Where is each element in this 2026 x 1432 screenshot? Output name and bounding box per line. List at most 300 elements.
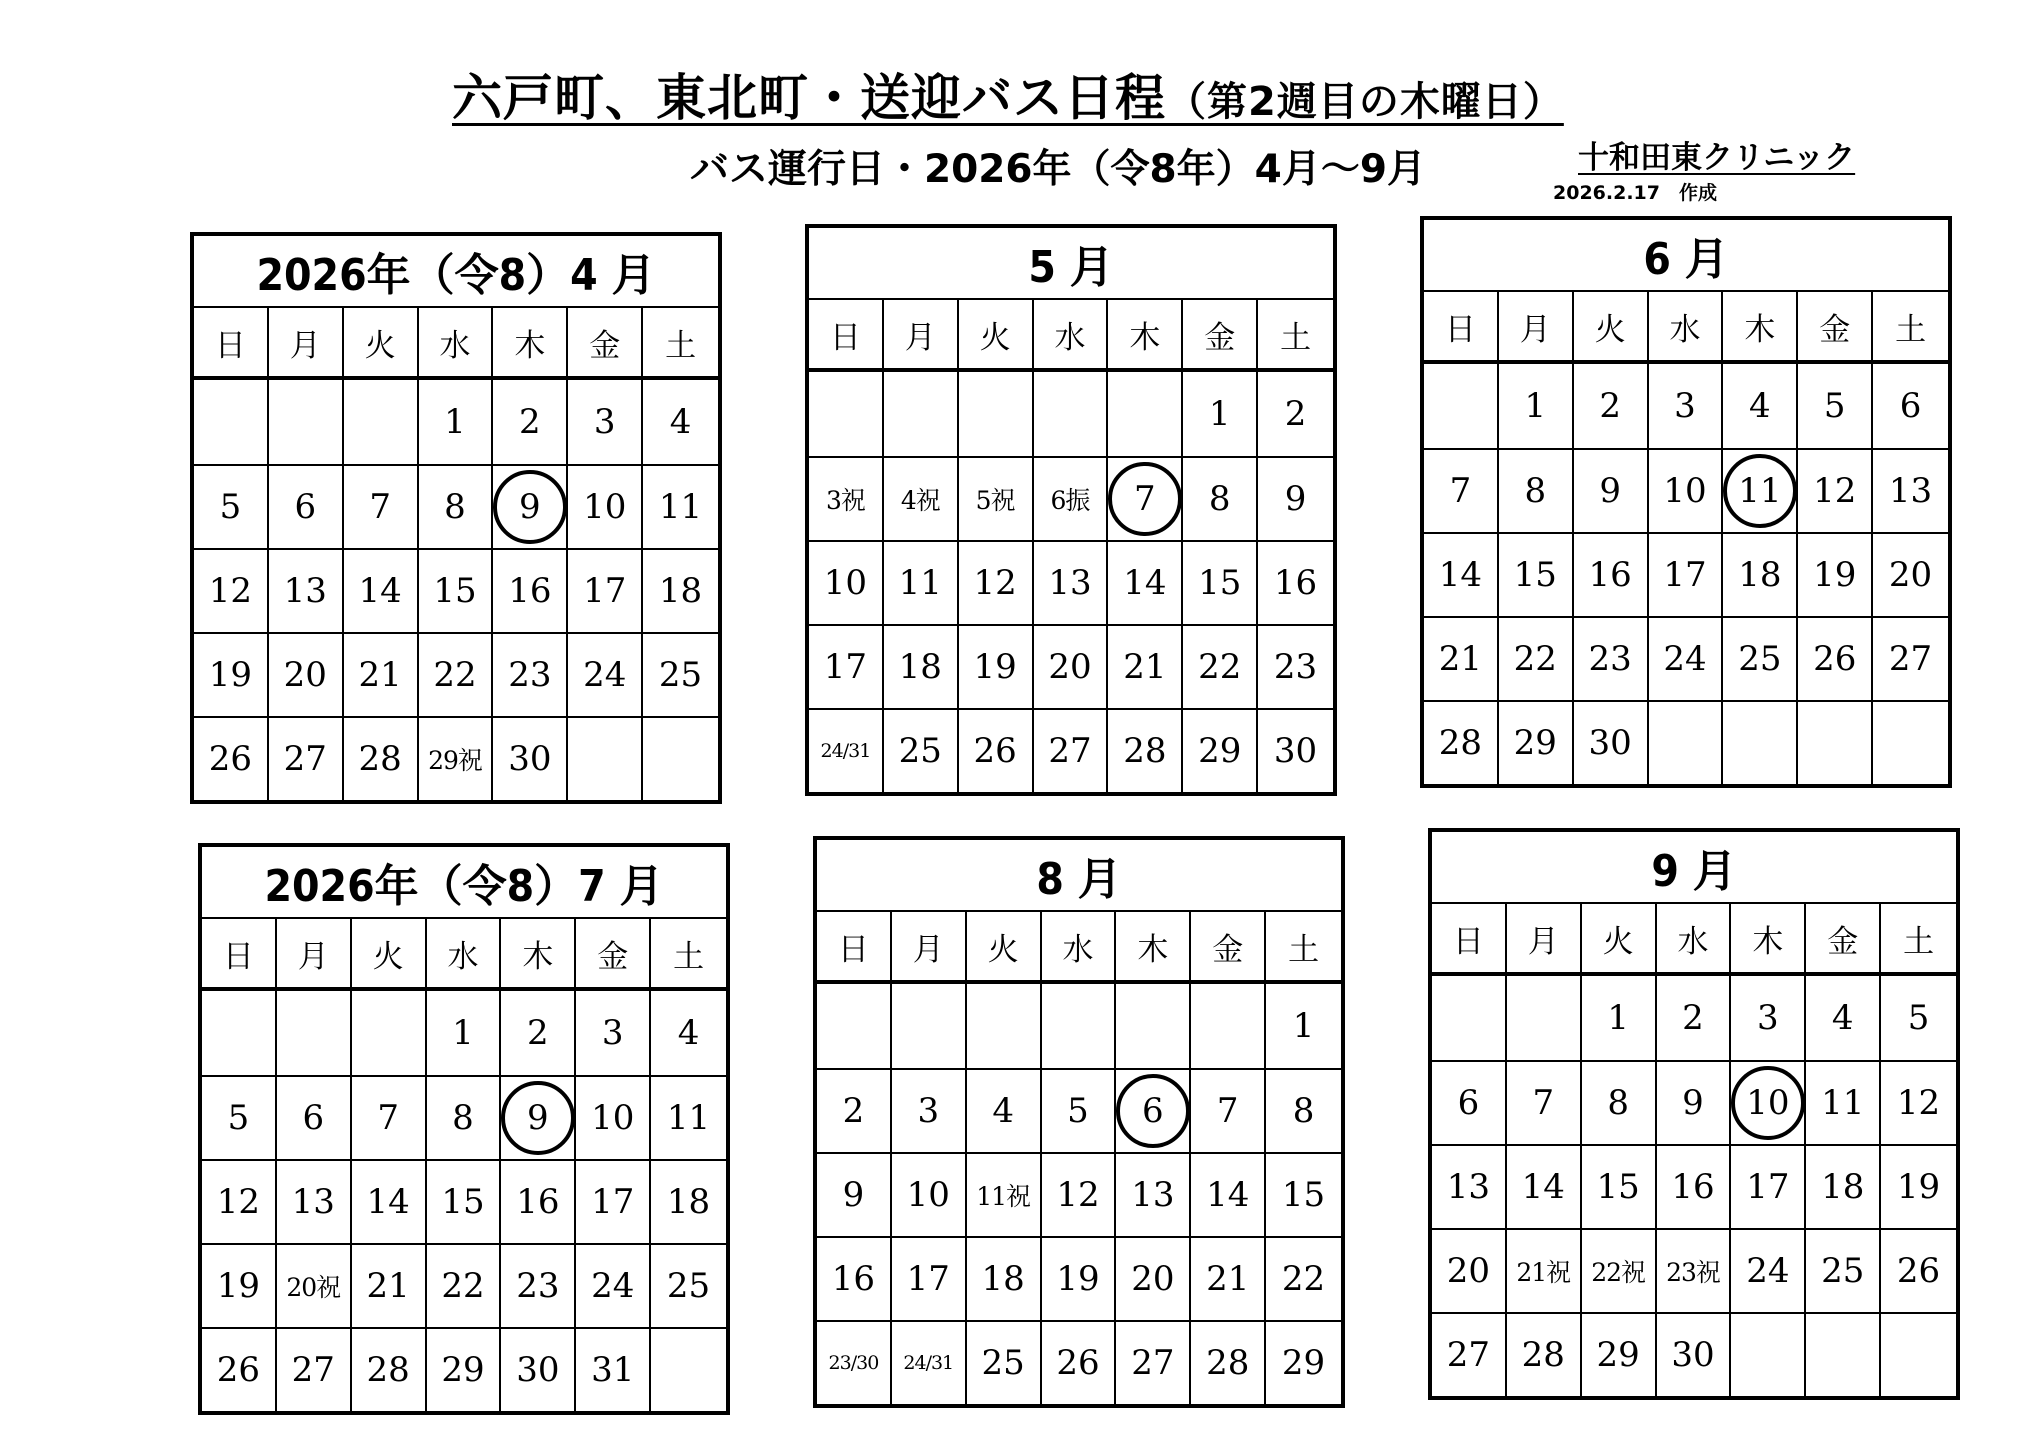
weekday-header: 木 [1108, 300, 1183, 372]
day-cell [1432, 1228, 1507, 1312]
day-cell [1723, 364, 1798, 448]
day-number: 1 [452, 1013, 474, 1053]
day-number: 27 [291, 1350, 335, 1390]
day-cell [1873, 616, 1948, 700]
day-cell [1731, 1060, 1806, 1144]
day-number: 26 [216, 1350, 261, 1390]
day-number: 29 [1513, 723, 1557, 763]
day-number: 9 [1682, 1083, 1704, 1123]
day-number: 10 [823, 563, 868, 603]
day-cell [1574, 448, 1649, 532]
day-number: 7 [369, 487, 391, 527]
day-cell [277, 1243, 352, 1327]
day-number: 24/31 [820, 740, 871, 762]
empty-day-cell [277, 991, 352, 1075]
weekday-header: 水 [1042, 912, 1117, 984]
empty-day-cell [344, 380, 419, 464]
weekday-header: 火 [959, 300, 1034, 372]
weekday-header: 月 [277, 919, 352, 991]
weekday-header: 日 [1424, 292, 1499, 364]
day-cell [269, 632, 344, 716]
day-cell [1806, 1228, 1881, 1312]
day-cell [1183, 456, 1258, 540]
day-cell [1499, 448, 1574, 532]
day-cell [501, 1243, 576, 1327]
day-cell [352, 1075, 427, 1159]
day-number: 10 [1746, 1083, 1790, 1123]
day-cell [1258, 372, 1333, 456]
day-number: 14 [1521, 1167, 1565, 1207]
day-number: 14 [1123, 563, 1167, 603]
day-cell [1507, 1312, 1582, 1396]
day-number: 16 [831, 1259, 876, 1299]
day-cell [1873, 532, 1948, 616]
day-cell [352, 1243, 427, 1327]
bus-day-circle [1723, 454, 1797, 528]
day-number: 30 [1588, 723, 1632, 763]
page-title [452, 58, 1564, 130]
month-calendar [813, 836, 1345, 1408]
day-number: 8 [1607, 1083, 1629, 1123]
day-number: 26 [1813, 639, 1857, 679]
day-cell [1034, 456, 1109, 540]
day-number: 22 [433, 655, 477, 695]
bus-day-circle [1731, 1066, 1805, 1140]
day-cell [1881, 1144, 1956, 1228]
day-number: 17 [591, 1182, 635, 1222]
day-number: 1 [444, 402, 466, 442]
day-cell [269, 464, 344, 548]
day-cell [493, 464, 568, 548]
empty-day-cell [1034, 372, 1109, 456]
day-cell [959, 540, 1034, 624]
weekday-header: 金 [1798, 292, 1873, 364]
day-cell [809, 456, 884, 540]
day-number: 25 [1738, 639, 1782, 679]
day-number: 19 [1896, 1167, 1941, 1207]
day-number: 13 [291, 1182, 335, 1222]
day-number: 12 [208, 571, 253, 611]
day-cell [194, 464, 269, 548]
day-number: 20祝 [286, 1273, 341, 1302]
day-number: 12 [1056, 1175, 1100, 1215]
day-cell [1806, 1060, 1881, 1144]
page-subtitle: バス運行日・2026年（令8年）4月～9月 [690, 147, 1426, 192]
day-number: 3 [917, 1091, 940, 1131]
day-cell [1191, 1320, 1266, 1404]
day-number: 4 [1831, 998, 1854, 1038]
day-cell [1108, 624, 1183, 708]
day-cell [809, 624, 884, 708]
day-cell [959, 624, 1034, 708]
day-cell [1657, 1228, 1732, 1312]
empty-day-cell [967, 984, 1042, 1068]
day-cell [1266, 1152, 1341, 1236]
day-cell [1806, 976, 1881, 1060]
day-number: 2 [842, 1091, 865, 1131]
day-cell [576, 1159, 651, 1243]
day-number: 3 [1757, 998, 1779, 1038]
day-number: 3 [1674, 386, 1696, 426]
day-cell [1266, 1068, 1341, 1152]
weekday-header: 水 [427, 919, 502, 991]
day-cell [419, 548, 494, 632]
day-cell [817, 1152, 892, 1236]
day-number: 7 [1449, 471, 1472, 511]
day-cell [419, 632, 494, 716]
day-cell [568, 380, 643, 464]
day-number: 4祝 [900, 486, 940, 515]
day-cell [194, 632, 269, 716]
weekday-header: 日 [809, 300, 884, 372]
day-number: 15 [1596, 1167, 1640, 1207]
day-cell [884, 456, 959, 540]
day-cell [1731, 976, 1806, 1060]
day-number: 8 [1208, 479, 1231, 519]
day-number: 8 [1292, 1091, 1315, 1131]
day-number: 2 [1599, 386, 1621, 426]
day-number: 11 [666, 1098, 711, 1138]
day-number: 30 [508, 739, 552, 779]
day-number: 28 [1206, 1343, 1250, 1383]
month-title: 9 月 [1432, 832, 1956, 904]
day-number: 25 [1821, 1251, 1865, 1291]
day-number: 17 [583, 571, 627, 611]
day-cell [1723, 532, 1798, 616]
weekday-header: 月 [1499, 292, 1574, 364]
day-cell [1574, 532, 1649, 616]
day-cell [576, 1327, 651, 1411]
day-cell [344, 632, 419, 716]
day-cell [344, 464, 419, 548]
day-number: 25 [898, 731, 942, 771]
day-cell [1657, 976, 1732, 1060]
day-cell [352, 1327, 427, 1411]
day-number: 9 [527, 1098, 549, 1138]
day-cell [967, 1320, 1042, 1404]
day-number: 20 [1888, 555, 1933, 595]
weekday-header: 水 [419, 308, 494, 380]
day-cell [427, 1327, 502, 1411]
day-cell [202, 1243, 277, 1327]
day-number: 23祝 [1666, 1258, 1720, 1287]
day-number: 22 [1198, 647, 1242, 687]
day-cell [1582, 1060, 1657, 1144]
day-number: 27 [1888, 639, 1933, 679]
empty-day-cell [568, 716, 643, 800]
day-number: 15 [1281, 1175, 1326, 1215]
weekday-header: 木 [1731, 904, 1806, 976]
day-number: 11 [1738, 471, 1782, 511]
day-cell [1798, 616, 1873, 700]
weekday-header: 月 [1507, 904, 1582, 976]
day-cell [817, 1320, 892, 1404]
day-cell [1042, 1152, 1117, 1236]
day-number: 9 [1599, 471, 1621, 511]
day-cell [809, 708, 884, 792]
day-cell [1798, 448, 1873, 532]
created-date: 2026.2.17 作成 [1553, 182, 1717, 204]
day-cell [1723, 616, 1798, 700]
empty-day-cell [1108, 372, 1183, 456]
day-cell [1424, 700, 1499, 784]
empty-day-cell [892, 984, 967, 1068]
day-cell [1183, 624, 1258, 708]
day-cell [1108, 540, 1183, 624]
day-number: 9 [519, 487, 541, 527]
day-number: 28 [358, 739, 402, 779]
weekday-header: 火 [1574, 292, 1649, 364]
weekday-header: 金 [1806, 904, 1881, 976]
day-cell [493, 716, 568, 800]
weekday-header: 水 [1657, 904, 1732, 976]
day-number: 13 [283, 571, 327, 611]
day-cell [892, 1320, 967, 1404]
day-cell [1432, 1144, 1507, 1228]
day-cell [1507, 1228, 1582, 1312]
day-number: 7 [377, 1098, 399, 1138]
day-number: 2 [527, 1013, 549, 1053]
day-number: 24 [1746, 1251, 1790, 1291]
day-number: 20 [1446, 1251, 1491, 1291]
day-number: 12 [216, 1182, 261, 1222]
day-cell [1258, 708, 1333, 792]
day-number: 18 [666, 1182, 711, 1222]
day-number: 20 [1131, 1259, 1175, 1299]
day-cell [1574, 700, 1649, 784]
day-number: 29 [1281, 1343, 1326, 1383]
day-cell [1657, 1312, 1732, 1396]
day-number: 6 [294, 487, 317, 527]
empty-day-cell [817, 984, 892, 1068]
month-calendar [805, 224, 1337, 796]
day-cell [1424, 532, 1499, 616]
day-number: 14 [1206, 1175, 1250, 1215]
day-number: 6 [302, 1098, 325, 1138]
day-cell [1873, 364, 1948, 448]
weekday-header: 土 [1266, 912, 1341, 984]
day-number: 4 [992, 1091, 1014, 1131]
month-title: 8 月 [817, 840, 1341, 912]
day-cell [643, 548, 718, 632]
empty-day-cell [1873, 700, 1948, 784]
empty-day-cell [1116, 984, 1191, 1068]
empty-day-cell [202, 991, 277, 1075]
day-number: 3 [593, 402, 616, 442]
day-cell [419, 464, 494, 548]
day-number: 1 [1292, 1006, 1315, 1046]
day-cell [1258, 540, 1333, 624]
day-cell [1432, 1060, 1507, 1144]
day-number: 13 [1131, 1175, 1175, 1215]
day-number: 1 [1524, 386, 1547, 426]
day-cell [1507, 1060, 1582, 1144]
day-number: 25 [666, 1266, 711, 1306]
day-number: 5 [1907, 998, 1930, 1038]
day-cell [1266, 984, 1341, 1068]
day-number: 3 [601, 1013, 624, 1053]
day-number: 18 [898, 647, 942, 687]
day-number: 18 [658, 571, 703, 611]
day-number: 19 [208, 655, 253, 695]
day-cell [1034, 708, 1109, 792]
weekday-header: 木 [1723, 292, 1798, 364]
day-number: 13 [1888, 471, 1933, 511]
day-number: 27 [1048, 731, 1092, 771]
day-number: 23 [516, 1266, 560, 1306]
day-number: 6 [1142, 1091, 1164, 1131]
day-cell [1873, 448, 1948, 532]
day-number: 19 [1056, 1259, 1100, 1299]
day-cell [1507, 1144, 1582, 1228]
day-cell [1183, 372, 1258, 456]
weekday-header: 金 [1191, 912, 1266, 984]
day-number: 14 [1438, 555, 1483, 595]
weekday-header: 火 [967, 912, 1042, 984]
page-title-main: 六戸町、東北町・送迎バス日程 [452, 69, 1166, 127]
day-cell [419, 380, 494, 464]
day-cell [1183, 708, 1258, 792]
weekday-header: 木 [501, 919, 576, 991]
day-number: 7 [1216, 1091, 1239, 1131]
empty-day-cell [1191, 984, 1266, 1068]
day-cell [1649, 448, 1724, 532]
day-number: 4 [677, 1013, 700, 1053]
day-number: 30 [1273, 731, 1318, 771]
weekday-header: 水 [1034, 300, 1109, 372]
day-number: 21 [1123, 647, 1167, 687]
day-cell [1034, 540, 1109, 624]
empty-day-cell [1649, 700, 1724, 784]
empty-day-cell [194, 380, 269, 464]
day-number: 23 [508, 655, 552, 695]
empty-day-cell [1042, 984, 1117, 1068]
day-cell [884, 540, 959, 624]
empty-day-cell [1798, 700, 1873, 784]
day-cell [1657, 1144, 1732, 1228]
day-cell [269, 548, 344, 632]
day-number: 18 [1738, 555, 1782, 595]
day-cell [651, 1243, 726, 1327]
day-number: 28 [1438, 723, 1483, 763]
weekday-header: 日 [194, 308, 269, 380]
weekday-header: 水 [1649, 292, 1724, 364]
day-cell [1582, 1312, 1657, 1396]
day-number: 24/31 [903, 1352, 954, 1374]
day-cell [1258, 456, 1333, 540]
day-cell [1499, 532, 1574, 616]
day-cell [344, 548, 419, 632]
day-cell [1881, 1060, 1956, 1144]
day-cell [817, 1236, 892, 1320]
day-number: 26 [1056, 1343, 1100, 1383]
day-cell [568, 464, 643, 548]
day-cell [892, 1068, 967, 1152]
day-cell [959, 456, 1034, 540]
empty-day-cell [1806, 1312, 1881, 1396]
day-cell [576, 1243, 651, 1327]
day-cell [202, 1327, 277, 1411]
day-cell [277, 1075, 352, 1159]
day-number: 21 [358, 655, 402, 695]
day-number: 4 [669, 402, 692, 442]
day-number: 25 [658, 655, 703, 695]
day-cell [576, 1075, 651, 1159]
day-cell [1582, 976, 1657, 1060]
day-cell [1582, 1228, 1657, 1312]
day-number: 15 [1513, 555, 1557, 595]
day-cell [959, 708, 1034, 792]
day-number: 21祝 [1516, 1258, 1571, 1287]
day-number: 22祝 [1591, 1258, 1646, 1287]
day-cell [1574, 364, 1649, 448]
weekday-header: 土 [1258, 300, 1333, 372]
day-cell [1499, 700, 1574, 784]
day-cell [501, 1327, 576, 1411]
day-number: 19 [973, 647, 1017, 687]
day-number: 21 [366, 1266, 410, 1306]
empty-day-cell [884, 372, 959, 456]
day-number: 29 [1596, 1335, 1640, 1375]
day-number: 9 [842, 1175, 865, 1215]
day-cell [419, 716, 494, 800]
day-cell [1574, 616, 1649, 700]
day-number: 26 [1896, 1251, 1941, 1291]
day-number: 9 [1284, 479, 1307, 519]
day-number: 15 [433, 571, 477, 611]
day-number: 1 [1607, 998, 1629, 1038]
day-cell [1116, 1236, 1191, 1320]
empty-day-cell [959, 372, 1034, 456]
day-number: 4 [1749, 386, 1771, 426]
bus-day-circle [493, 470, 567, 544]
weekday-header: 火 [352, 919, 427, 991]
day-number: 3祝 [825, 486, 865, 515]
day-number: 1 [1208, 394, 1231, 434]
day-number: 5 [1067, 1091, 1089, 1131]
day-cell [643, 632, 718, 716]
day-number: 16 [508, 571, 552, 611]
day-cell [643, 464, 718, 548]
day-number: 10 [1663, 471, 1707, 511]
day-number: 20 [283, 655, 327, 695]
day-cell [967, 1152, 1042, 1236]
day-cell [1266, 1320, 1341, 1404]
day-number: 27 [283, 739, 327, 779]
weekday-header: 日 [202, 919, 277, 991]
day-cell [1191, 1152, 1266, 1236]
empty-day-cell [1432, 976, 1507, 1060]
day-number: 30 [1671, 1335, 1715, 1375]
empty-day-cell [1731, 1312, 1806, 1396]
weekday-header: 月 [269, 308, 344, 380]
day-cell [1806, 1144, 1881, 1228]
day-number: 10 [583, 487, 627, 527]
day-number: 5 [219, 487, 242, 527]
day-number: 26 [208, 739, 253, 779]
day-number: 23 [1273, 647, 1318, 687]
day-number: 6 [1899, 386, 1922, 426]
weekday-header: 土 [1873, 292, 1948, 364]
day-cell [1108, 456, 1183, 540]
day-cell [1042, 1068, 1117, 1152]
day-cell [493, 548, 568, 632]
page-title-note: （第2週目の木曜日） [1166, 79, 1564, 125]
day-cell [967, 1236, 1042, 1320]
day-number: 11 [898, 563, 942, 603]
empty-day-cell [1507, 976, 1582, 1060]
day-cell [967, 1068, 1042, 1152]
